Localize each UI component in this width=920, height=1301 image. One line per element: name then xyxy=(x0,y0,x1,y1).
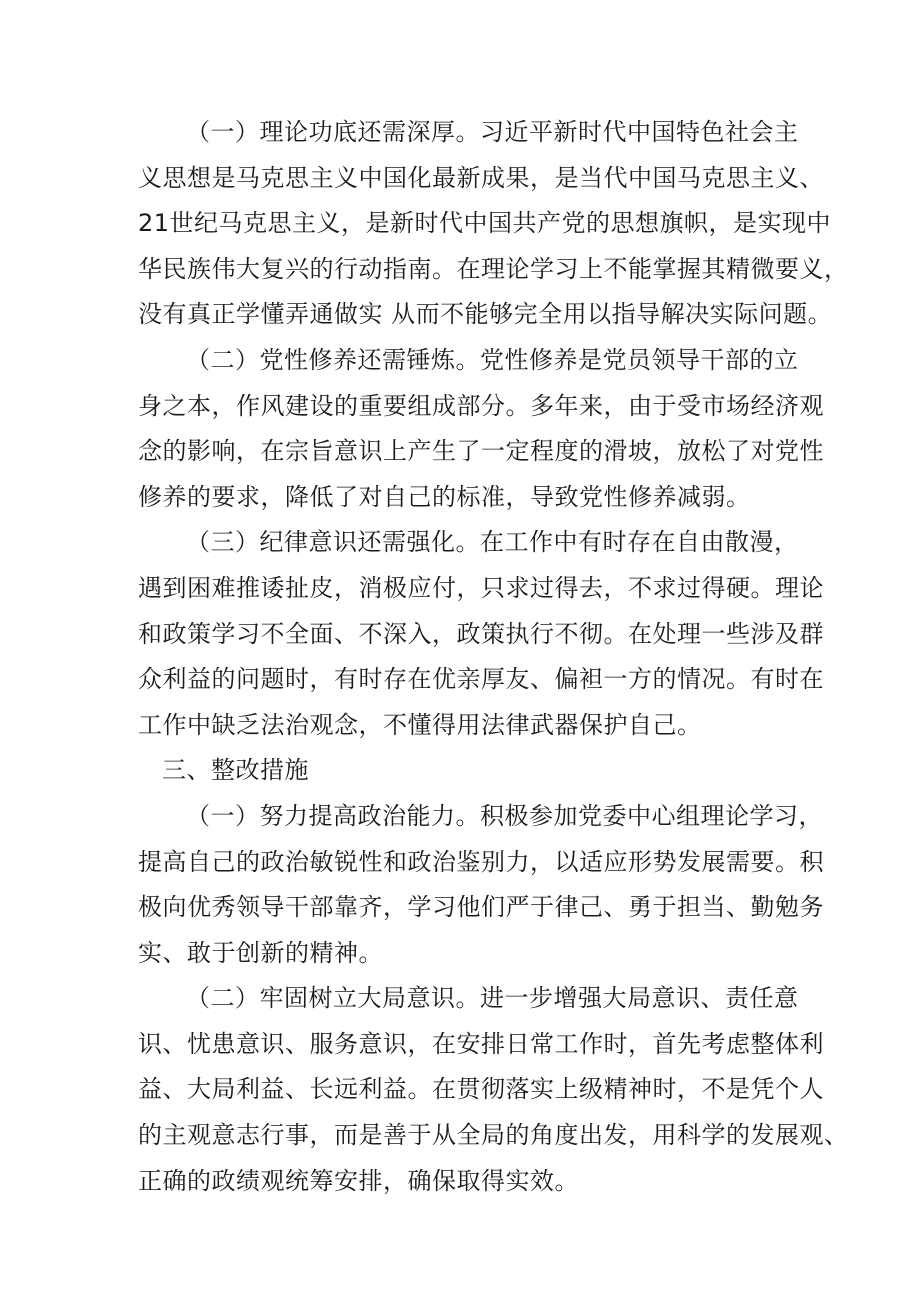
text-line: 身之本，作风建设的重要组成部分。多年来，由于受市场经济观 xyxy=(138,391,824,420)
text-line: （二）牢固树立大局意识。进一步增强大局意识、责任意 xyxy=(186,984,799,1013)
text-line: （一）理论功底还需深厚。习近平新时代中国特色社会主 xyxy=(186,118,799,146)
paragraph-overall-situation xyxy=(138,976,849,1204)
text-line: 华民族伟大复兴的行动指南。在理论学习上不能掌握其精微要义， xyxy=(138,254,849,283)
section-heading: 三、整改措施 xyxy=(162,756,309,785)
text-line: 识、忧患意识、服务意识，在安排日常工作时，首先考虑整体利 xyxy=(138,1029,824,1058)
text-line: （三）纪律意识还需强化。在工作中有时存在自由散漫， xyxy=(186,528,799,557)
text-line: 义思想是马克思主义中国化最新成果，是当代中国马克思主义、 xyxy=(138,163,824,192)
text-line: 念的影响，在宗旨意识上产生了一定程度的滑坡，放松了对党性 xyxy=(138,437,824,466)
text-line: 极向优秀领导干部靠齐，学习他们严于律己、勇于担当、勤勉务 xyxy=(138,893,824,922)
paragraph-party-spirit xyxy=(138,338,824,520)
text-line: （二）党性修养还需锤炼。党性修养是党员领导干部的立 xyxy=(186,345,799,374)
paragraph-theory-foundation xyxy=(138,110,849,338)
text-line: 工作中缺乏法治观念，不懂得用法律武器保护自己。 xyxy=(138,710,702,739)
text-line: 提高自己的政治敏锐性和政治鉴别力，以适应形势发展需要。积 xyxy=(138,847,824,876)
text-line: 实、敢于创新的精神。 xyxy=(138,938,383,967)
text-line: 遇到困难推诿扯皮，消极应付，只求过得去，不求过得硬。理论 xyxy=(138,573,824,602)
paragraph-political-ability xyxy=(138,794,824,976)
text-line: 修养的要求，降低了对自己的标准，导致党性修养减弱。 xyxy=(138,482,751,511)
text-line: （一）努力提高政治能力。积极参加党委中心组理论学习， xyxy=(186,801,823,830)
text-line: 众利益的问题时，有时存在优亲厚友、偏袒一方的情况。有时在 xyxy=(138,665,824,694)
text-line: 的主观意志行事，而是善于从全局的角度出发，用科学的发展观、 xyxy=(138,1121,849,1150)
text-line: 没有真正学懂弄通做实 从而不能够完全用以指导解决实际问题。 xyxy=(138,300,833,329)
text-line: 益、大局利益、长远利益。在贯彻落实上级精神时，不是凭个人 xyxy=(138,1075,824,1104)
text-line: 正确的政绩观统筹安排，确保取得实效。 xyxy=(138,1166,579,1195)
paragraph-discipline-awareness xyxy=(138,520,824,748)
document-body xyxy=(138,110,849,1204)
text-line: 21世纪马克思主义，是新时代中国共产党的思想旗帜，是实现中 xyxy=(138,209,832,238)
text-line: 和政策学习不全面、不深入，政策执行不彻。在处理一些涉及群 xyxy=(138,619,824,648)
